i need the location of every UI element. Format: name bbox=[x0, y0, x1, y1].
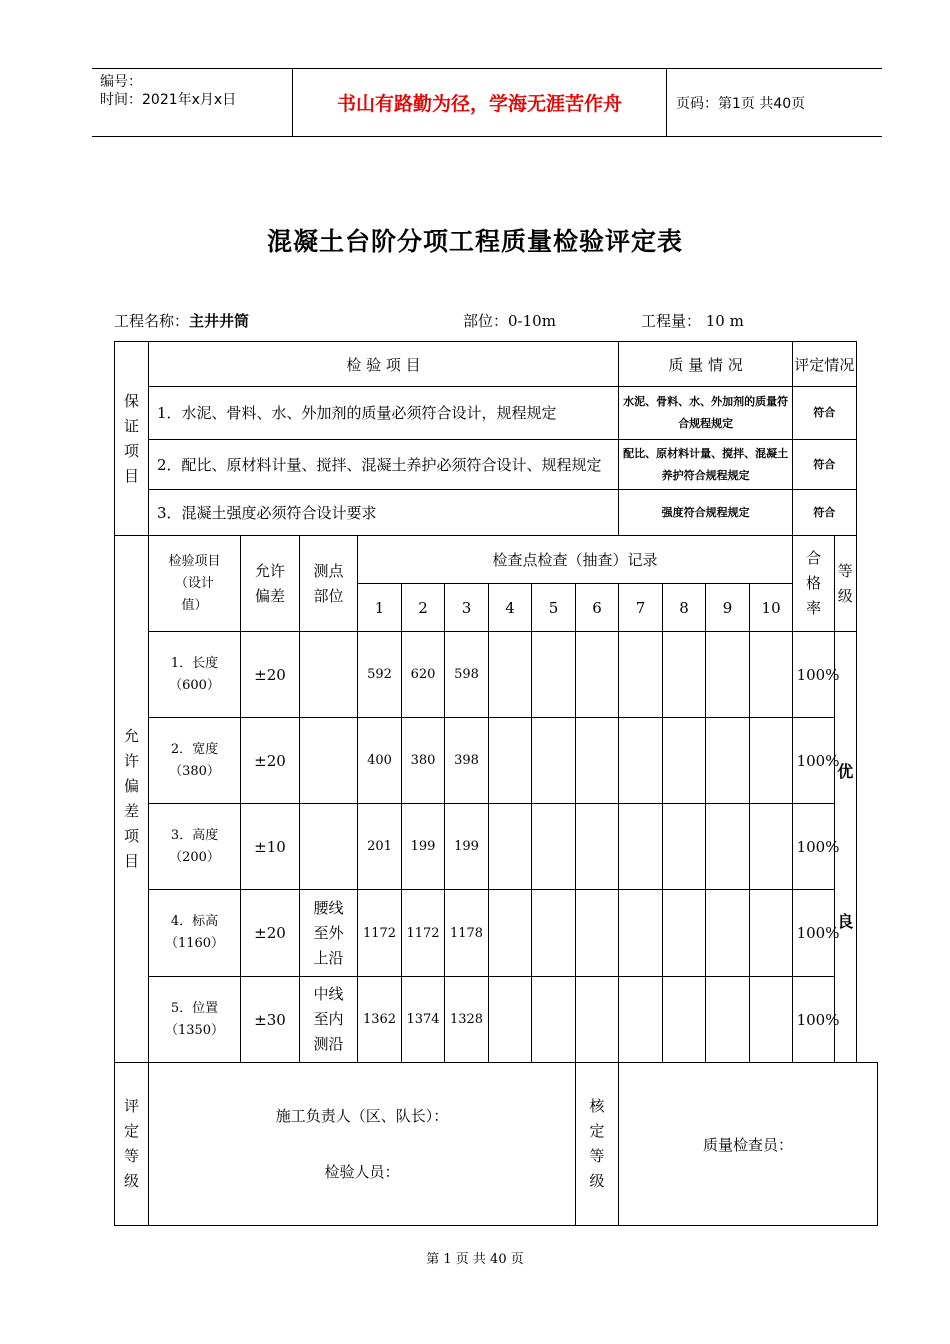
col-grade: 等级 bbox=[835, 536, 856, 632]
empty-cell bbox=[663, 804, 706, 890]
col-quality: 质 量 情 况 bbox=[619, 342, 793, 387]
empty-cell bbox=[619, 718, 663, 804]
col-check-item: 检 验 项 目 bbox=[149, 342, 619, 387]
header-page-label: 页码：第1页 共40页 bbox=[676, 95, 806, 112]
quantity-info: 工程量： 10 m bbox=[641, 312, 744, 330]
inspection-table bbox=[114, 341, 878, 1226]
empty-cell bbox=[750, 718, 793, 804]
deviation-item: 2．宽度 （380） bbox=[149, 718, 241, 804]
col-allow: 允许偏差 bbox=[241, 536, 300, 632]
empty-cell bbox=[532, 977, 576, 1063]
measure-value: 1328 bbox=[445, 977, 489, 1063]
guarantee-header-row bbox=[115, 342, 878, 387]
inspector-label: 检验人员： bbox=[324, 1163, 400, 1181]
deviation-allow: ±20 bbox=[241, 718, 300, 804]
deviation-point: 腰线至外上沿 bbox=[300, 890, 358, 977]
deviation-item: 4．标高 （1160） bbox=[149, 890, 241, 977]
empty-cell bbox=[750, 977, 793, 1063]
measure-value: 201 bbox=[358, 804, 402, 890]
empty-cell bbox=[706, 890, 750, 977]
deviation-point bbox=[300, 804, 358, 890]
guarantee-item: 3．混凝土强度必须符合设计要求 bbox=[149, 490, 619, 536]
empty-cell bbox=[663, 890, 706, 977]
point-number: 7 bbox=[619, 584, 663, 632]
point-number: 1 bbox=[358, 584, 402, 632]
header-meta bbox=[100, 73, 236, 109]
empty-cell bbox=[663, 632, 706, 718]
deviation-allow: ±30 bbox=[241, 977, 300, 1063]
empty-cell bbox=[750, 890, 793, 977]
measure-value: 400 bbox=[358, 718, 402, 804]
project-label: 工程名称： bbox=[114, 312, 190, 330]
construction-lead-label: 施工负责人（区、队长）： bbox=[275, 1107, 449, 1125]
code-label: 编号： bbox=[100, 74, 142, 90]
empty-cell bbox=[663, 977, 706, 1063]
deviation-item: 5．位置 （1350） bbox=[149, 977, 241, 1063]
point-number: 3 bbox=[445, 584, 489, 632]
empty-cell bbox=[706, 718, 750, 804]
point-number: 5 bbox=[532, 584, 576, 632]
guarantee-eval: 符合 bbox=[793, 490, 856, 536]
empty-cell bbox=[619, 632, 663, 718]
point-number: 2 bbox=[402, 584, 445, 632]
table-row bbox=[115, 977, 878, 1063]
deviation-item: 3．高度 （200） bbox=[149, 804, 241, 890]
evaluation-label: 评定等级 bbox=[115, 1063, 149, 1226]
point-number: 9 bbox=[706, 584, 750, 632]
empty-cell bbox=[489, 977, 532, 1063]
point-number: 4 bbox=[489, 584, 532, 632]
page-header bbox=[92, 68, 882, 137]
pass-rate: 100% bbox=[793, 890, 835, 977]
measure-value: 199 bbox=[402, 804, 445, 890]
empty-cell bbox=[532, 718, 576, 804]
deviation-point bbox=[300, 632, 358, 718]
evaluation-signatures bbox=[149, 1063, 576, 1226]
point-number: 10 bbox=[750, 584, 793, 632]
deviation-allow: ±10 bbox=[241, 804, 300, 890]
guarantee-item: 1．水泥、骨料、水、外加剂的质量必须符合设计，规程规定 bbox=[149, 387, 619, 440]
measure-value: 1172 bbox=[358, 890, 402, 977]
pass-rate: 100% bbox=[793, 977, 835, 1063]
col-item-design: 检验项目（设计值） bbox=[149, 536, 241, 632]
col-point: 测点部位 bbox=[300, 536, 358, 632]
deviation-allow: ±20 bbox=[241, 890, 300, 977]
guarantee-quality: 配比、原材料计量、搅拌、混凝土养护符合规程规定 bbox=[619, 440, 793, 490]
deviation-allow: ±20 bbox=[241, 632, 300, 718]
empty-cell bbox=[532, 804, 576, 890]
empty-cell bbox=[576, 977, 619, 1063]
measure-value: 1374 bbox=[402, 977, 445, 1063]
verify-label: 核定等级 bbox=[576, 1063, 619, 1226]
deviation-point bbox=[300, 718, 358, 804]
empty-cell bbox=[619, 977, 663, 1063]
measure-value: 1178 bbox=[445, 890, 489, 977]
guarantee-item: 2．配比、原材料计量、搅拌、混凝土养护必须符合设计、规程规定 bbox=[149, 440, 619, 490]
empty-cell bbox=[619, 890, 663, 977]
measure-value: 199 bbox=[445, 804, 489, 890]
table-row bbox=[115, 804, 878, 890]
pass-rate: 100% bbox=[793, 632, 835, 718]
deviation-point: 中线至内测沿 bbox=[300, 977, 358, 1063]
guarantee-quality: 水泥、骨料、水、外加剂的质量符合规程规定 bbox=[619, 387, 793, 440]
empty-cell bbox=[489, 804, 532, 890]
project-name bbox=[114, 310, 249, 331]
header-slogan: 书山有路勤为径，学海无涯苦作舟 bbox=[336, 93, 622, 115]
empty-cell bbox=[706, 977, 750, 1063]
measure-value: 1172 bbox=[402, 890, 445, 977]
table-row bbox=[115, 890, 878, 977]
measure-value: 592 bbox=[358, 632, 402, 718]
measure-value: 1362 bbox=[358, 977, 402, 1063]
empty-cell bbox=[750, 804, 793, 890]
table-row bbox=[115, 632, 878, 718]
table-row bbox=[115, 490, 878, 536]
deviation-header-row bbox=[115, 536, 878, 584]
table-row bbox=[115, 440, 878, 490]
col-evaluation: 评定情况 bbox=[793, 342, 856, 387]
table-row bbox=[115, 718, 878, 804]
guarantee-section-label: 保证项目 bbox=[115, 342, 149, 536]
deviation-section-label: 允许偏差项目 bbox=[115, 536, 149, 1063]
document-title: 混凝土台阶分项工程质量检验评定表 bbox=[266, 227, 683, 256]
empty-cell bbox=[489, 718, 532, 804]
location-info: 部位：0-10m bbox=[463, 312, 556, 330]
header-divider bbox=[666, 69, 667, 136]
empty-cell bbox=[576, 890, 619, 977]
empty-cell bbox=[619, 804, 663, 890]
pass-rate: 100% bbox=[793, 804, 835, 890]
point-number: 6 bbox=[576, 584, 619, 632]
empty-cell bbox=[532, 890, 576, 977]
empty-cell bbox=[489, 890, 532, 977]
project-value: 主井井筒 bbox=[189, 312, 250, 330]
time-label: 时间：2021年x月x日 bbox=[100, 92, 237, 108]
pass-rate: 100% bbox=[793, 718, 835, 804]
evaluation-row bbox=[115, 1063, 878, 1226]
col-record: 检查点检查（抽查）记录 bbox=[358, 536, 793, 584]
empty-cell bbox=[576, 632, 619, 718]
page-footer: 第 1 页 共 40 页 bbox=[426, 1252, 524, 1267]
empty-cell bbox=[489, 632, 532, 718]
guarantee-quality: 强度符合规程规定 bbox=[619, 490, 793, 536]
table-row bbox=[115, 387, 878, 440]
col-rate: 合格率 bbox=[793, 536, 835, 632]
empty-cell bbox=[532, 632, 576, 718]
measure-value: 598 bbox=[445, 632, 489, 718]
empty-cell bbox=[576, 804, 619, 890]
measure-value: 380 bbox=[402, 718, 445, 804]
measure-value: 398 bbox=[445, 718, 489, 804]
empty-cell bbox=[576, 718, 619, 804]
quality-inspector-label: 质量检查员： bbox=[619, 1063, 878, 1226]
empty-cell bbox=[663, 718, 706, 804]
empty-cell bbox=[706, 632, 750, 718]
deviation-item: 1．长度 （600） bbox=[149, 632, 241, 718]
point-number: 8 bbox=[663, 584, 706, 632]
guarantee-eval: 符合 bbox=[793, 387, 856, 440]
empty-cell bbox=[750, 632, 793, 718]
guarantee-eval: 符合 bbox=[793, 440, 856, 490]
empty-cell bbox=[706, 804, 750, 890]
measure-value: 620 bbox=[402, 632, 445, 718]
grade-value: 优良 bbox=[835, 632, 856, 1063]
